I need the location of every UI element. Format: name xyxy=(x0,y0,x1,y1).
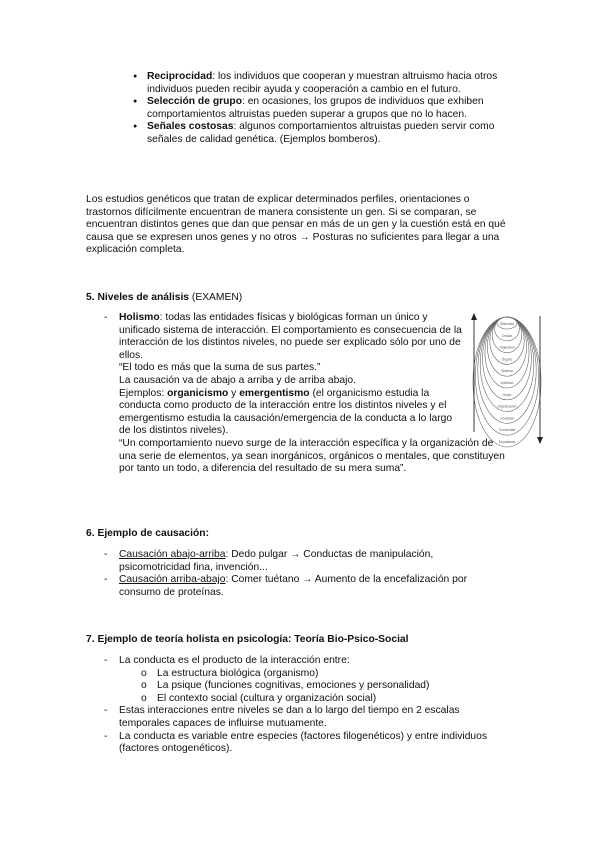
dash-bullet: - xyxy=(104,705,108,717)
holismo-block xyxy=(86,312,506,476)
circle-bullet: o xyxy=(141,680,147,692)
item-text: Estas interacciones entre niveles se dan a lo largo del tiempo en 2 escalas temporales capaces de influirse mutuamente. xyxy=(119,705,460,729)
level-label: Grupo xyxy=(502,392,512,397)
level-label: Comunidad xyxy=(498,428,516,433)
level-label: Organismo xyxy=(499,345,515,350)
bullet-text: : los individuos que cooperan y muestran altruismo hacia otros individuos pueden recibir ayuda y cooperación a cambio en el futuro. xyxy=(147,71,498,95)
dash-bullet: - xyxy=(104,312,108,323)
item-text: La conducta es variable entre especies (factores filogenéticos) y entre individuos (factores ontogenéticos). xyxy=(119,730,488,755)
circle-bullet: o xyxy=(141,692,147,704)
causation-text: : Comer tuétano → Aumento de la encefalización por consumo de proteínas. xyxy=(119,574,468,598)
examples-prefix: Ejemplos: xyxy=(119,387,168,399)
down-arrow-head xyxy=(537,437,543,444)
biopsychosocial-list xyxy=(86,655,506,756)
level-label: Celular xyxy=(501,333,513,338)
causation-examples xyxy=(86,549,506,599)
list-item xyxy=(133,71,511,96)
causation-text: : Dedo pulgar → Conductas de manipulación, psicomotricidad fina, invención... xyxy=(119,549,434,573)
sub-list-item xyxy=(86,668,506,681)
level-label: Sistema xyxy=(501,369,513,374)
exam-note: (EXAMEN) xyxy=(189,292,243,303)
sub-item-text: La estructura biológica (organismo) xyxy=(157,667,319,679)
quote-emergence: “Un comportamiento nuevo surge de la interacción específica y la organización de una serie de elementos, ya sean inorgánicos, orgánicos o mentales, que constituyen por tanto un todo, a diferencia del resultado de su mera suma”. xyxy=(119,437,505,475)
list-item xyxy=(86,549,506,574)
bullet-text: : en ocasiones, los grupos de individuos que exhiben comportamientos altruistas pueden superar a grupos que no lo hacen. xyxy=(147,96,484,120)
circle-bullet: o xyxy=(141,667,147,679)
list-item xyxy=(86,705,506,730)
examples-text xyxy=(119,388,463,438)
level-label: Ecosistema xyxy=(498,440,516,444)
causation-label: Causación arriba-abajo xyxy=(119,574,226,586)
level-ellipses xyxy=(473,317,541,447)
bullet-text: : algunos comportamientos altruistas pueden servir como señales de calidad genética. (Ejemplos bomberos). xyxy=(147,121,495,145)
item-text: La conducta es el producto de la interacción entre: xyxy=(119,655,350,666)
levels-diagram xyxy=(467,312,547,448)
causation-label: Causación abajo-arriba xyxy=(119,549,226,560)
section-heading: 7. Ejemplo de teoría holista en psicología: Teoría Bio-Psico-Social xyxy=(86,634,409,645)
level-label: Sociedad xyxy=(500,416,514,421)
causation-text: La causación va de abajo a arriba y de arriba abajo. xyxy=(119,374,356,386)
bullet-term: Reciprocidad xyxy=(147,71,213,82)
genetics-paragraph: Los estudios genéticos que tratan de explicar determinados perfiles, orientaciones o trastornos difícilmente encuentran de manera consistente un gen. Si se comparan, se encuentran distintos genes que dan que pensar en más de un gen y la cuestión está en qué causa que se expresen unos genes y no otros → Posturas no suficientes para llegar a una explicación completa. xyxy=(86,194,506,256)
section-heading xyxy=(86,292,242,305)
list-item xyxy=(133,96,511,121)
holismo-text: : todas las entidades físicas y biológicas forman un único y unificado sistema de interacción. El comportamiento es consecuencia de la interacción de los distintos niveles, no puede ser explicado sólo por uno de ellos. xyxy=(119,312,462,361)
list-item xyxy=(86,731,506,756)
sub-item-text: La psique (funciones cognitivas, emociones y personalidad) xyxy=(157,680,430,692)
dash-bullet: - xyxy=(104,574,108,586)
dash-bullet: - xyxy=(104,730,108,742)
level-label: Molecular xyxy=(500,322,514,326)
organicismo-term: organicismo xyxy=(167,387,229,399)
level-label: Organización xyxy=(497,404,517,409)
level-label: Órgano xyxy=(501,357,513,362)
altruism-bullet-list xyxy=(133,71,511,147)
and-text: y xyxy=(228,387,240,399)
list-item xyxy=(86,574,506,599)
dash-bullet: - xyxy=(104,549,108,560)
section-heading: 6. Ejemplo de causación: xyxy=(86,528,210,539)
sub-list-item xyxy=(86,680,506,693)
dash-bullet: - xyxy=(104,655,108,666)
holismo-term: Holismo xyxy=(119,312,160,323)
examples-explanation: (el organicismo estudia la conducta como producto de la interacción entre los distintos niveles y el emergentismo estudia la causación/emergencia de la conducta a lo largo de los distintos niveles). xyxy=(119,387,453,437)
list-item xyxy=(86,312,463,438)
list-item xyxy=(133,121,511,146)
level-label: Individuo xyxy=(500,381,514,385)
emergentismo-term: emergentismo xyxy=(239,387,310,399)
up-arrow-head xyxy=(471,313,477,320)
section-title: 5. Niveles de análisis xyxy=(86,292,190,303)
bullet-term: Selección de grupo xyxy=(147,96,242,108)
sub-item-text: El contexto social (cultura y organización social) xyxy=(157,692,377,704)
quote-whole: “El todo es más que la suma de sus partes.” xyxy=(119,362,321,374)
bullet-term: Señales costosas xyxy=(147,121,234,133)
list-item xyxy=(86,655,506,668)
sub-list-item xyxy=(86,693,506,706)
